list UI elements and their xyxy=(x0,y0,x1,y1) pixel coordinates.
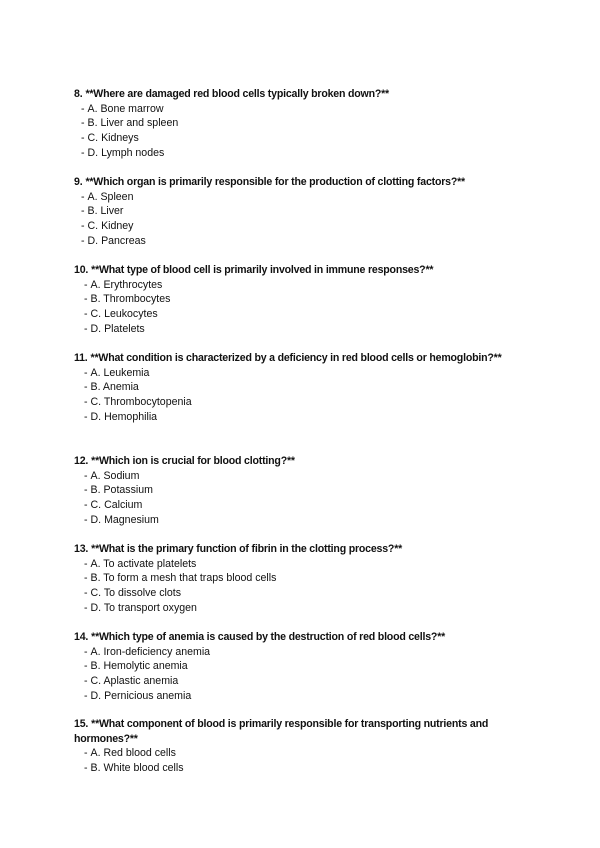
answer-option: - D. Platelets xyxy=(84,322,145,335)
answer-option: - A. Leukemia xyxy=(84,366,150,379)
question-15 xyxy=(0,717,600,775)
question-text: 14. **Which type of anemia is caused by the destruction of red blood cells?** xyxy=(74,631,446,643)
answer-option: - C. Aplastic anemia xyxy=(84,674,179,687)
answer-option: - B. White blood cells xyxy=(84,761,184,774)
question-8 xyxy=(0,87,600,160)
answer-option: - C. To dissolve clots xyxy=(84,586,182,599)
question-text: 13. **What is the primary function of fibrin in the clotting process?** xyxy=(74,543,403,555)
question-text: 12. **Which ion is crucial for blood clotting?** xyxy=(74,455,295,467)
answer-option: - B. Anemia xyxy=(84,381,139,394)
answer-option: - A. Spleen xyxy=(81,190,134,203)
answer-option: - A. Iron-deficiency anemia xyxy=(84,645,211,658)
question-14 xyxy=(0,630,600,703)
answer-option: - A. Bone marrow xyxy=(81,102,164,115)
answer-option: - B. Thrombocytes xyxy=(84,293,171,306)
answer-option: - A. To activate platelets xyxy=(84,557,197,570)
question-text: 8. **Where are damaged red blood cells typically broken down?** xyxy=(74,88,389,100)
answer-option: - A. Erythrocytes xyxy=(84,278,163,291)
answer-option: - B. Liver and spleen xyxy=(81,117,179,130)
answer-option: - D. To transport oxygen xyxy=(84,601,197,614)
answer-option: - C. Kidney xyxy=(81,219,134,232)
answer-option: - D. Pancreas xyxy=(81,234,146,247)
question-13 xyxy=(0,542,600,615)
answer-option: - D. Magnesium xyxy=(84,513,159,526)
question-text: 10. **What type of blood cell is primarily involved in immune responses?** xyxy=(74,264,434,276)
question-text: 11. **What condition is characterized by a deficiency in red blood cells or hemoglobin?** xyxy=(74,352,502,364)
question-12 xyxy=(0,454,600,527)
answer-option: - D. Lymph nodes xyxy=(81,146,165,159)
answer-option: - C. Kidneys xyxy=(81,131,139,144)
answer-option: - B. To form a mesh that traps blood cells xyxy=(84,572,277,585)
question-10 xyxy=(0,263,600,336)
answer-option: - B. Liver xyxy=(81,205,124,218)
answer-option: - B. Potassium xyxy=(84,484,153,497)
question-text: 9. **Which organ is primarily responsible for the production of clotting factors?** xyxy=(74,176,465,188)
answer-option: - B. Hemolytic anemia xyxy=(84,660,188,673)
answer-option: - D. Hemophilia xyxy=(84,410,158,423)
question-9 xyxy=(0,175,600,248)
answer-option: - A. Sodium xyxy=(84,469,140,482)
answer-option: - C. Calcium xyxy=(84,498,143,511)
answer-option: - A. Red blood cells xyxy=(84,747,176,759)
answer-option: - C. Leukocytes xyxy=(84,307,158,320)
answer-option: - C. Thrombocytopenia xyxy=(84,395,192,408)
answer-option: - D. Pernicious anemia xyxy=(84,689,192,702)
question-11 xyxy=(0,351,600,424)
question-text: 15. **What component of blood is primarily responsible for transporting nutrients and hormones?** xyxy=(74,718,489,745)
